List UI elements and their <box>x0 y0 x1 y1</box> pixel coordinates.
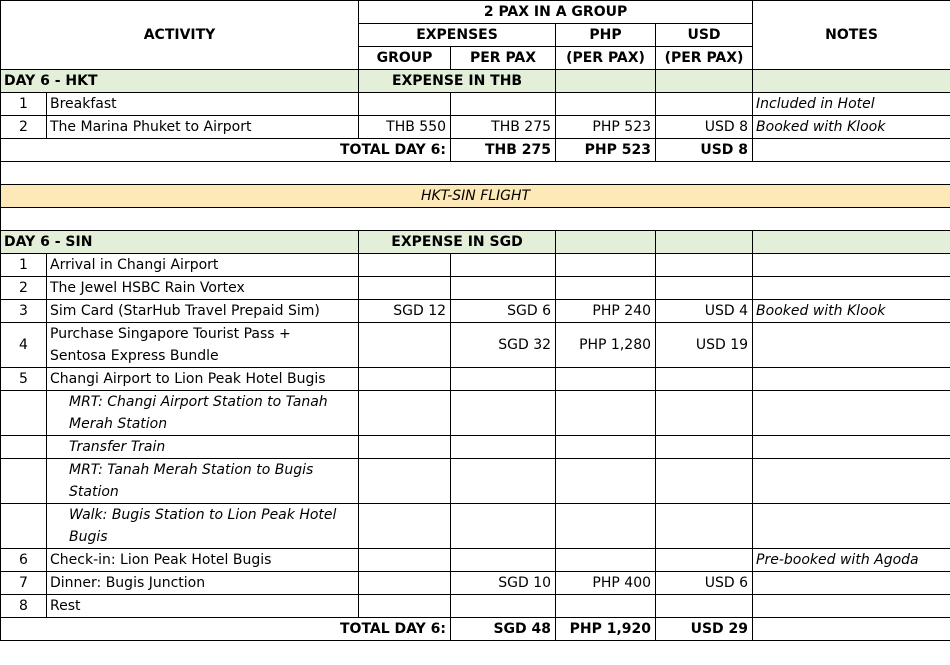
total-per-pax: SGD 48 <box>451 618 556 641</box>
notes-cell: Pre-booked with Agoda <box>753 549 950 572</box>
usd-cell <box>656 93 753 116</box>
activity-cell: Rest <box>47 595 359 618</box>
sub-step-line: MRT: Changi Airport Station to Tanah <box>69 394 328 410</box>
php-cell: PHP 400 <box>556 572 656 595</box>
sub-step-cell <box>47 459 359 504</box>
expenses-header: EXPENSES <box>359 24 556 47</box>
sub-step-cell <box>47 391 359 436</box>
group-subheader: GROUP <box>359 47 451 70</box>
total-usd: USD 8 <box>656 139 753 162</box>
day-section-header <box>1 70 950 93</box>
group-title: 2 PAX IN A GROUP <box>359 1 753 24</box>
total-per-pax: THB 275 <box>451 139 556 162</box>
sub-step-line: Merah Station <box>69 416 168 432</box>
row-number: 5 <box>1 368 47 391</box>
day-title: DAY 6 - SIN <box>1 231 359 254</box>
total-php: PHP 523 <box>556 139 656 162</box>
table-row <box>1 595 950 618</box>
usd-cell: USD 19 <box>656 323 753 368</box>
per-pax-subheader: PER PAX <box>451 47 556 70</box>
table-row <box>1 436 950 459</box>
row-number: 4 <box>1 323 47 368</box>
row-number: 2 <box>1 116 47 139</box>
activity-cell: Arrival in Changi Airport <box>47 254 359 277</box>
activity-cell: Dinner: Bugis Junction <box>47 572 359 595</box>
group-cell: THB 550 <box>359 116 451 139</box>
spacer-row <box>1 162 950 185</box>
table-row <box>1 93 950 116</box>
expense-currency-label: EXPENSE IN THB <box>359 70 556 93</box>
flight-label: HKT-SIN FLIGHT <box>1 185 950 208</box>
row-number: 1 <box>1 93 47 116</box>
activity-cell: Breakfast <box>47 93 359 116</box>
row-number: 1 <box>1 254 47 277</box>
total-row <box>1 139 950 162</box>
activity-header: ACTIVITY <box>1 1 359 70</box>
table-row <box>1 300 950 323</box>
activity-cell <box>47 323 359 368</box>
notes-cell: Booked with Klook <box>753 300 950 323</box>
row-number: 8 <box>1 595 47 618</box>
usd-cell: USD 6 <box>656 572 753 595</box>
table-row <box>1 391 950 436</box>
activity-line: Sentosa Express Bundle <box>50 348 219 364</box>
activity-cell: Sim Card (StarHub Travel Prepaid Sim) <box>47 300 359 323</box>
sub-step-line: MRT: Tanah Merah Station to Bugis <box>69 462 314 478</box>
php-header: PHP <box>556 24 656 47</box>
usd-cell: USD 8 <box>656 116 753 139</box>
sub-step-cell: Transfer Train <box>47 436 359 459</box>
table-row <box>1 459 950 504</box>
activity-cell: Changi Airport to Lion Peak Hotel Bugis <box>47 368 359 391</box>
total-row <box>1 618 950 641</box>
per-pax-cell: SGD 6 <box>451 300 556 323</box>
table-row <box>1 323 950 368</box>
notes-header: NOTES <box>753 1 950 70</box>
row-number: 3 <box>1 300 47 323</box>
table-row <box>1 368 950 391</box>
day-title: DAY 6 - HKT <box>1 70 359 93</box>
spacer-row <box>1 208 950 231</box>
table-row <box>1 504 950 549</box>
per-pax-cell <box>451 93 556 116</box>
expense-currency-label: EXPENSE IN SGD <box>359 231 556 254</box>
sub-step-line: Bugis <box>69 529 108 545</box>
total-php: PHP 1,920 <box>556 618 656 641</box>
table-row <box>1 116 950 139</box>
activity-line: Purchase Singapore Tourist Pass + <box>50 326 291 342</box>
activity-cell: The Marina Phuket to Airport <box>47 116 359 139</box>
per-pax-cell: SGD 10 <box>451 572 556 595</box>
php-cell: PHP 1,280 <box>556 323 656 368</box>
notes-cell: Booked with Klook <box>753 116 950 139</box>
row-number: 2 <box>1 277 47 300</box>
table-row <box>1 549 950 572</box>
row-number: 7 <box>1 572 47 595</box>
usd-per-pax-subheader: (PER PAX) <box>656 47 753 70</box>
flight-banner <box>1 185 950 208</box>
sub-step-line: Walk: Bugis Station to Lion Peak Hotel <box>69 507 337 523</box>
day-section-header <box>1 231 950 254</box>
php-cell: PHP 240 <box>556 300 656 323</box>
per-pax-cell: THB 275 <box>451 116 556 139</box>
usd-header: USD <box>656 24 753 47</box>
php-cell: PHP 523 <box>556 116 656 139</box>
table-row <box>1 254 950 277</box>
per-pax-cell: SGD 32 <box>451 323 556 368</box>
row-number: 6 <box>1 549 47 572</box>
php-per-pax-subheader: (PER PAX) <box>556 47 656 70</box>
activity-cell: The Jewel HSBC Rain Vortex <box>47 277 359 300</box>
notes-cell: Included in Hotel <box>753 93 950 116</box>
table-row <box>1 277 950 300</box>
group-cell: SGD 12 <box>359 300 451 323</box>
total-label: TOTAL DAY 6: <box>1 618 451 641</box>
php-cell <box>556 93 656 116</box>
total-usd: USD 29 <box>656 618 753 641</box>
group-cell <box>359 93 451 116</box>
sub-step-line: Station <box>69 484 119 500</box>
sub-step-cell <box>47 504 359 549</box>
usd-cell: USD 4 <box>656 300 753 323</box>
activity-cell: Check-in: Lion Peak Hotel Bugis <box>47 549 359 572</box>
total-label: TOTAL DAY 6: <box>1 139 451 162</box>
table-row <box>1 572 950 595</box>
